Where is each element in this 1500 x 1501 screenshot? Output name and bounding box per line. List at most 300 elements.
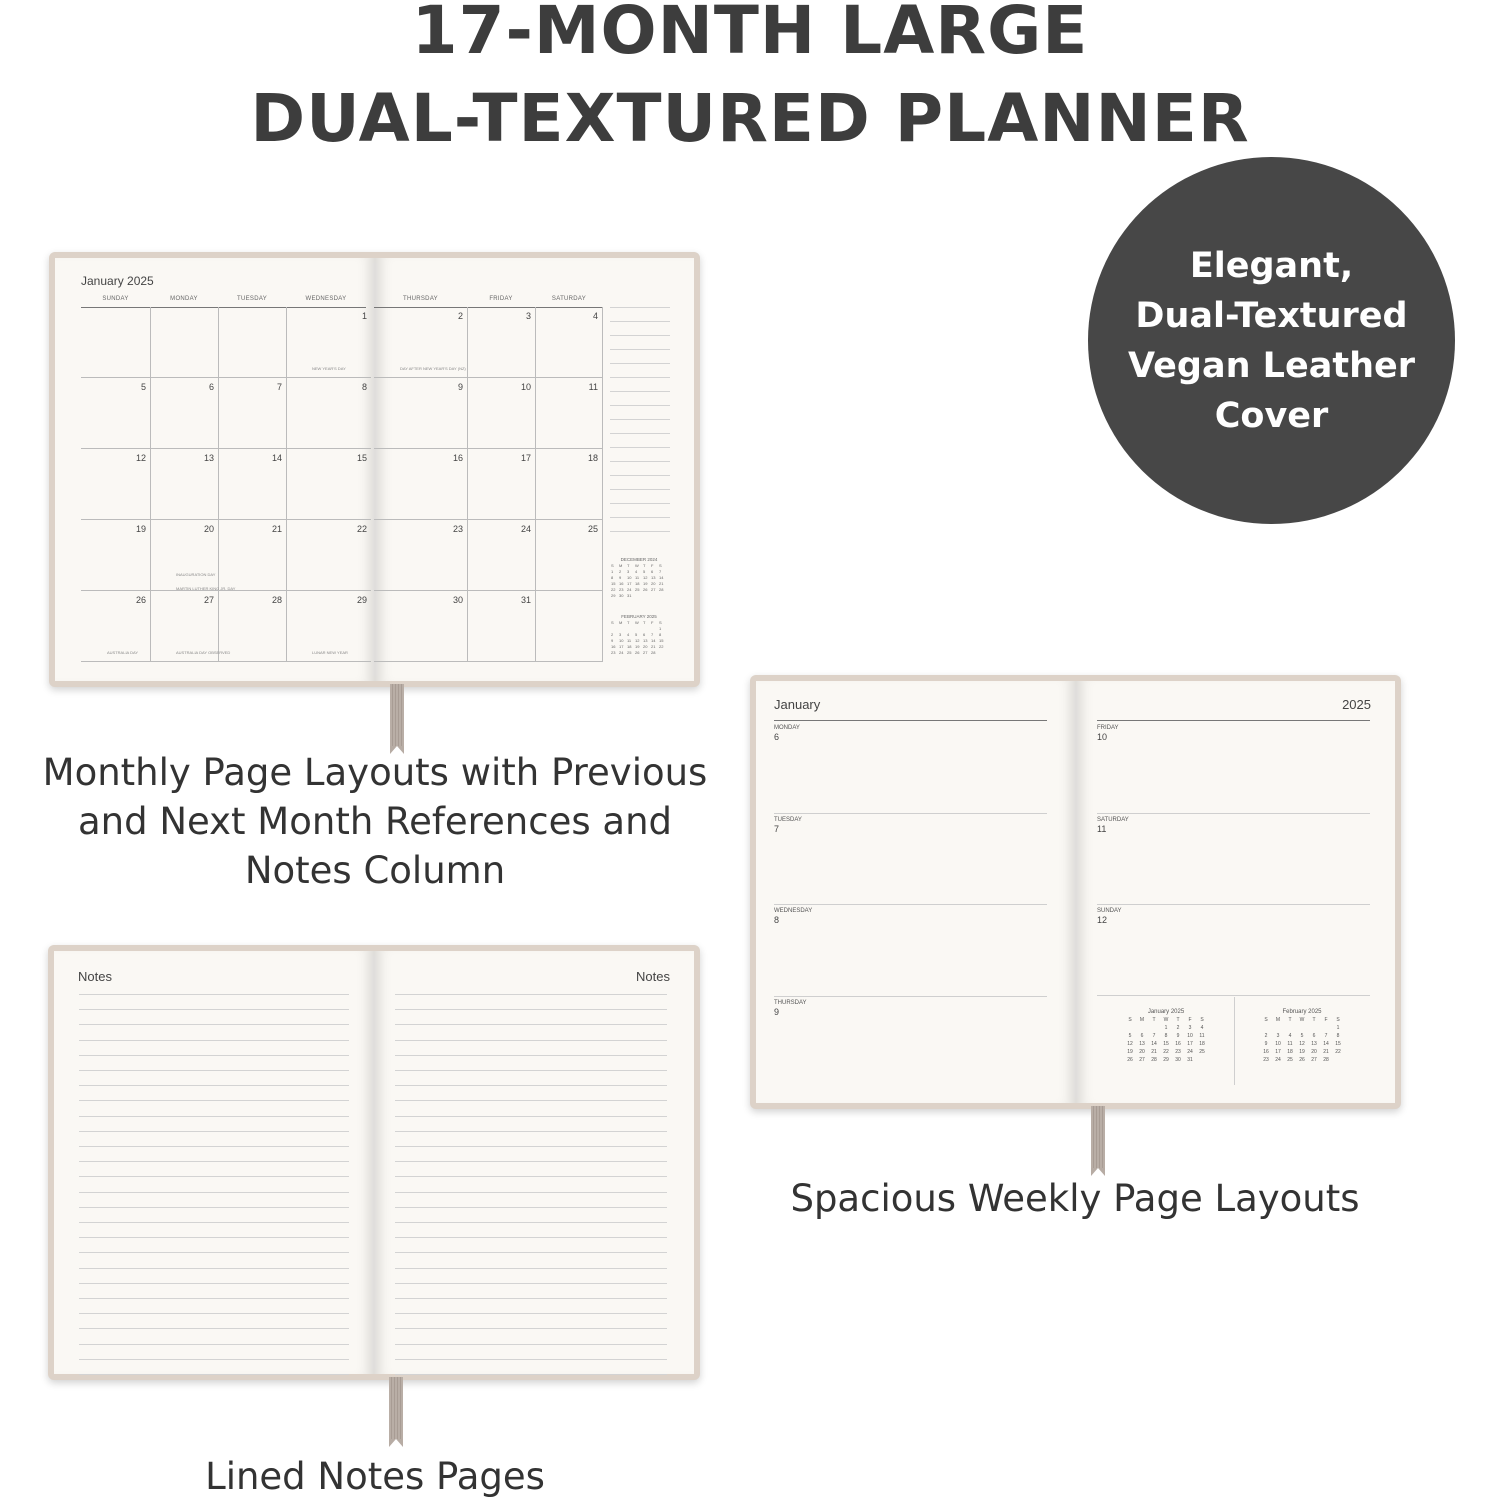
notes-line — [395, 1252, 667, 1253]
day-name: FRIDAY — [1097, 725, 1119, 731]
mini-calendar-day: 11 — [1287, 1041, 1293, 1047]
mini-calendar-day: 18 — [627, 644, 632, 649]
day-date: 9 — [774, 1006, 780, 1017]
mini-calendar-day: 12 — [635, 638, 640, 643]
mini-calendar-day: 10 — [1187, 1033, 1193, 1039]
mini-calendar-day: 21 — [1151, 1049, 1157, 1055]
mini-calendar-day: 12 — [1127, 1041, 1133, 1047]
mini-calendar-title: FEBRUARY 2025 — [621, 614, 657, 619]
mini-calendar-day: 8 — [1164, 1033, 1168, 1039]
notes-column-line — [610, 391, 670, 392]
notes-line — [395, 1283, 667, 1284]
day-number: 13 — [203, 453, 214, 463]
mini-calendar-dow: F — [1188, 1017, 1192, 1023]
day-number: 4 — [592, 311, 598, 321]
day-number: 1 — [361, 311, 367, 321]
notes-column-line — [610, 489, 670, 490]
day-number: 14 — [271, 453, 282, 463]
mini-calendar-dow: F — [1324, 1017, 1328, 1023]
notes-line — [395, 1116, 667, 1117]
mini-calendar-day: 21 — [1323, 1049, 1329, 1055]
day-cell — [535, 378, 603, 449]
notes-column-line — [610, 503, 670, 504]
mini-calendar-dow: T — [1176, 1017, 1180, 1023]
mini-calendar-day: 14 — [651, 638, 656, 643]
mini-calendar-day: 22 — [1335, 1049, 1341, 1055]
mini-calendar-day: 3 — [1276, 1033, 1280, 1039]
mini-calendar-day: 5 — [1300, 1033, 1304, 1039]
mini-calendar-day: 16 — [1175, 1041, 1181, 1047]
mini-calendar-day: 13 — [1139, 1041, 1145, 1047]
day-cell — [535, 307, 603, 378]
notes-column-line — [610, 349, 670, 350]
mini-calendar-dow: S — [659, 563, 662, 568]
mini-calendar-dow: S — [1200, 1017, 1204, 1023]
notes-line — [395, 1268, 667, 1269]
holiday-note: AUSTRALIA DAY — [107, 650, 139, 655]
mini-calendar-day: 29 — [1163, 1057, 1169, 1063]
notes-column-line — [610, 475, 670, 476]
notes-column-line — [610, 321, 670, 322]
day-cell — [150, 520, 218, 591]
notes-column-line — [610, 307, 670, 308]
day-cell — [467, 520, 535, 591]
mini-calendar-dow: T — [627, 563, 630, 568]
mini-calendar-day: 5 — [635, 632, 638, 637]
mini-calendar-day: 14 — [1151, 1041, 1157, 1047]
day-divider — [1097, 904, 1370, 905]
mini-calendar-day: 20 — [1139, 1049, 1145, 1055]
notes-line — [79, 1116, 349, 1117]
mini-calendar-day: 3 — [1188, 1025, 1192, 1031]
weekday-header: WEDNESDAY — [305, 296, 347, 302]
mini-calendar-dow: S — [611, 620, 614, 625]
mini-calendar-day: 17 — [1275, 1049, 1281, 1055]
day-cell — [535, 449, 603, 520]
day-cell — [218, 378, 286, 449]
day-divider — [774, 813, 1047, 814]
weekday-header: TUESDAY — [237, 296, 267, 302]
mini-calendar-day: 22 — [659, 644, 664, 649]
notes-line — [79, 1009, 349, 1010]
day-cell — [81, 378, 150, 449]
day-cell — [467, 307, 535, 378]
next-month-calendar — [611, 614, 667, 656]
day-date: 11 — [1097, 823, 1107, 834]
day-cell — [218, 520, 286, 591]
mini-calendar-day: 26 — [1127, 1057, 1133, 1063]
mini-calendar-day: 26 — [1299, 1057, 1305, 1063]
mini-calendar-day: 23 — [619, 587, 624, 592]
mini-calendar-february — [1260, 1008, 1344, 1064]
mini-calendar-day: 4 — [627, 632, 630, 637]
mini-calendar-grid — [1124, 1016, 1208, 1064]
mini-calendar-dow: F — [651, 620, 654, 625]
mini-calendar-day: 4 — [1288, 1033, 1292, 1039]
day-number: 22 — [356, 524, 367, 534]
mini-calendar-day: 15 — [659, 638, 664, 643]
notes-column-line — [610, 517, 670, 518]
mini-calendar-day: 22 — [611, 587, 616, 592]
mini-calendar-blank — [1284, 1024, 1296, 1032]
mini-calendar-dow: T — [1152, 1017, 1156, 1023]
day-number: 26 — [135, 595, 146, 605]
mini-calendar-day: 20 — [643, 644, 648, 649]
mini-calendar-dow: T — [1312, 1017, 1316, 1023]
day-cell — [150, 449, 218, 520]
notes-line — [395, 1298, 667, 1299]
notes-line — [395, 1100, 667, 1101]
day-cell — [467, 378, 535, 449]
week-header-rule — [1097, 720, 1370, 721]
mini-calendar-day: 25 — [627, 650, 632, 655]
day-cell — [535, 520, 603, 591]
mini-calendar-day: 16 — [611, 644, 616, 649]
day-number: 23 — [452, 524, 463, 534]
mini-calendar-day: 9 — [1264, 1041, 1268, 1047]
day-cell — [150, 378, 218, 449]
weekday-header: SUNDAY — [102, 296, 129, 302]
day-number: 12 — [135, 453, 146, 463]
day-number: 16 — [452, 453, 463, 463]
mini-calendar-day: 16 — [619, 581, 624, 586]
notes-line — [79, 1374, 349, 1375]
mini-calendar-blank — [1308, 1024, 1320, 1032]
notes-line — [79, 1207, 349, 1208]
mini-calendar-title: January 2025 — [1147, 1009, 1185, 1015]
mini-calendar-day: 23 — [1175, 1049, 1181, 1055]
notes-column-line — [610, 531, 670, 532]
mini-calendar-day: 24 — [627, 587, 632, 592]
weekday-header: FRIDAY — [489, 296, 513, 302]
weekly-left-page — [756, 681, 1076, 1103]
mini-calendar-day: 27 — [1311, 1057, 1317, 1063]
mini-calendar-title: DECEMBER 2024 — [620, 557, 658, 562]
day-number: 2 — [457, 311, 463, 321]
notes-line — [79, 1085, 349, 1086]
notes-column-line — [610, 461, 670, 462]
mini-calendar-day: 2 — [611, 632, 614, 637]
weekly-planner-image — [750, 675, 1401, 1109]
notes-line — [79, 1040, 349, 1041]
mini-calendar-day: 31 — [627, 593, 632, 598]
mini-calendar-day: 7 — [651, 632, 654, 637]
mini-calendar-day: 9 — [619, 575, 622, 580]
mini-calendar-dow: M — [619, 620, 623, 625]
mini-calendar-day: 11 — [635, 575, 640, 580]
mini-calendar-day: 26 — [635, 650, 640, 655]
day-divider — [1097, 995, 1370, 996]
mini-calendar-day: 7 — [1324, 1033, 1328, 1039]
mini-calendar-day: 6 — [1140, 1033, 1144, 1039]
mini-calendar-day: 18 — [1287, 1049, 1293, 1055]
day-number: 8 — [361, 382, 367, 392]
mini-calendar-day: 25 — [1287, 1057, 1293, 1063]
mini-calendar-day: 23 — [1263, 1057, 1269, 1063]
day-number: 6 — [208, 382, 214, 392]
mini-calendar-day: 12 — [1299, 1041, 1305, 1047]
notes-line — [79, 1222, 349, 1223]
mini-calendar-day: 19 — [1299, 1049, 1305, 1055]
mini-calendar-day: 2 — [619, 569, 622, 574]
mini-calendar-day: 25 — [635, 587, 640, 592]
day-name: SUNDAY — [1097, 908, 1122, 914]
mini-calendar-title: February 2025 — [1282, 1009, 1322, 1015]
notes-line — [395, 1237, 667, 1238]
mini-calendar-day: 2 — [1176, 1025, 1180, 1031]
feature-badge — [1088, 157, 1455, 524]
notes-line — [395, 1374, 667, 1375]
notes-line — [79, 1359, 349, 1360]
month-title: January 2025 — [81, 274, 154, 288]
notes-line — [395, 1192, 667, 1193]
mini-calendar-day: 19 — [635, 644, 640, 649]
notes-line — [395, 1344, 667, 1345]
mini-calendar-day: 30 — [619, 593, 624, 598]
day-number: 18 — [587, 453, 598, 463]
day-number: 29 — [356, 595, 367, 605]
day-number: 20 — [203, 524, 214, 534]
notes-line — [79, 1146, 349, 1147]
caption-notes: Lined Notes Pages — [205, 1455, 545, 1498]
mini-calendar-blank — [1260, 1024, 1272, 1032]
mini-calendar-day: 23 — [611, 650, 616, 655]
day-number: 9 — [457, 382, 463, 392]
notes-line — [395, 1207, 667, 1208]
mini-calendar-day: 28 — [1151, 1057, 1157, 1063]
mini-calendar-day: 13 — [643, 638, 648, 643]
mini-calendar-day: 27 — [1139, 1057, 1145, 1063]
day-number: 24 — [520, 524, 531, 534]
mini-calendar-day: 9 — [611, 638, 614, 643]
mini-calendar-day: 7 — [1152, 1033, 1156, 1039]
notes-line — [395, 1055, 667, 1056]
mini-calendar-day: 28 — [659, 587, 664, 592]
day-cell — [81, 520, 150, 591]
notes-right-label: Notes — [636, 969, 670, 984]
mini-calendar-grid — [1260, 1016, 1344, 1064]
day-number: 7 — [276, 382, 282, 392]
day-number: 25 — [587, 524, 598, 534]
day-date: 8 — [774, 915, 780, 925]
mini-calendar-divider — [1234, 997, 1235, 1085]
bookmark-ribbon — [389, 1377, 403, 1439]
title-line-1: 17-MONTH LARGE — [411, 0, 1089, 69]
mini-calendar-day: 3 — [619, 632, 622, 637]
mini-calendar-dow: W — [635, 620, 639, 625]
notes-column-line — [610, 405, 670, 406]
notes-line — [79, 994, 349, 995]
notes-line — [395, 1176, 667, 1177]
day-cell — [150, 307, 218, 378]
notes-left-page — [54, 951, 374, 1374]
notes-line — [79, 1328, 349, 1329]
notes-right-page — [374, 951, 694, 1374]
day-cell — [467, 591, 535, 662]
mini-calendar-day: 15 — [1335, 1041, 1341, 1047]
bookmark-ribbon — [1091, 1106, 1105, 1168]
day-cell — [81, 449, 150, 520]
mini-calendar-grid — [611, 620, 667, 656]
mini-calendar-day: 7 — [659, 569, 662, 574]
mini-calendar-blank — [1124, 1024, 1136, 1032]
day-cell — [374, 520, 467, 591]
day-number: 17 — [520, 453, 531, 463]
mini-calendar-day: 14 — [1323, 1041, 1329, 1047]
mini-calendar-day: 28 — [651, 650, 656, 655]
notes-left-label: Notes — [78, 969, 112, 984]
mini-calendar-day: 18 — [1199, 1041, 1205, 1047]
notes-line — [395, 1085, 667, 1086]
mini-calendar-day: 10 — [619, 638, 624, 643]
day-number: 21 — [271, 524, 282, 534]
mini-calendar-day: 5 — [643, 569, 646, 574]
day-number: 5 — [140, 382, 146, 392]
day-name: THURSDAY — [774, 999, 807, 1006]
notes-planner-image — [48, 945, 700, 1380]
mini-calendar-day: 22 — [1163, 1049, 1169, 1055]
day-number: 15 — [356, 453, 367, 463]
mini-calendar-dow: S — [1264, 1017, 1268, 1023]
notes-line — [79, 1024, 349, 1025]
notes-line — [395, 1222, 667, 1223]
day-cell — [374, 591, 467, 662]
notes-line — [395, 1146, 667, 1147]
mini-calendar-dow: M — [1275, 1017, 1281, 1023]
mini-calendar-day: 26 — [643, 587, 648, 592]
weekday-header: MONDAY — [170, 296, 198, 302]
mini-calendar-day: 13 — [651, 575, 656, 580]
mini-calendar-day: 29 — [611, 593, 616, 598]
mini-calendar-day: 8 — [611, 575, 614, 580]
mini-calendar-day: 10 — [627, 575, 632, 580]
mini-calendar-dow: T — [643, 563, 646, 568]
day-number: 27 — [203, 595, 214, 605]
mini-calendar-day: 20 — [651, 581, 656, 586]
mini-calendar-dow: F — [651, 563, 654, 568]
notes-line — [79, 1070, 349, 1071]
mini-calendar-day: 14 — [659, 575, 664, 580]
notes-column-line — [610, 377, 670, 378]
mini-calendar-day: 9 — [1176, 1033, 1180, 1039]
mini-calendar-day: 27 — [651, 587, 656, 592]
notes-line — [79, 1313, 349, 1314]
mini-calendar-dow: T — [1288, 1017, 1292, 1023]
day-cell — [467, 449, 535, 520]
holiday-note: AUSTRALIA DAY OBSERVED — [176, 650, 231, 655]
mini-calendar-day: 13 — [1311, 1041, 1317, 1047]
weekday-header: SATURDAY — [551, 296, 587, 302]
mini-calendar-day: 4 — [1200, 1025, 1204, 1031]
notes-line — [395, 1359, 667, 1360]
day-date: 12 — [1097, 915, 1108, 925]
mini-calendar-dow: W — [1299, 1017, 1305, 1023]
mini-calendar-day: 24 — [619, 650, 624, 655]
holiday-note: LUNAR NEW YEAR — [312, 650, 348, 655]
day-cell — [286, 378, 371, 449]
mini-calendar-day: 4 — [635, 569, 638, 574]
notes-line — [395, 1313, 667, 1314]
day-name: SATURDAY — [1097, 816, 1129, 823]
notes-line — [395, 1024, 667, 1025]
mini-calendar-day: 31 — [1187, 1057, 1193, 1063]
notes-line — [79, 1131, 349, 1132]
notes-column-line — [610, 363, 670, 364]
mini-calendar-dow: S — [1336, 1017, 1340, 1023]
mini-calendar-day: 15 — [1163, 1041, 1169, 1047]
notes-line — [79, 1192, 349, 1193]
notes-column-line — [610, 447, 670, 448]
day-cell — [535, 591, 603, 662]
mini-calendar-dow: S — [611, 563, 614, 568]
day-cell — [374, 378, 467, 449]
notes-line — [395, 994, 667, 995]
day-divider — [1097, 813, 1370, 814]
bookmark-ribbon — [390, 684, 404, 746]
mini-calendar-day: 12 — [643, 575, 648, 580]
day-number: 10 — [520, 382, 531, 392]
week-year: 2025 — [1342, 697, 1371, 712]
prev-month-calendar — [611, 557, 667, 599]
mini-calendar-day: 1 — [611, 569, 614, 574]
holiday-note: MARTIN LUTHER KING JR. DAY — [176, 586, 236, 591]
notes-line — [79, 1344, 349, 1345]
mini-calendar-day: 10 — [1275, 1041, 1281, 1047]
mini-calendar-blank — [1272, 1024, 1284, 1032]
day-cell — [218, 449, 286, 520]
notes-line — [79, 1161, 349, 1162]
mini-calendar-dow: M — [1139, 1017, 1145, 1023]
day-name: TUESDAY — [774, 816, 802, 823]
mini-calendar-day: 30 — [1175, 1057, 1181, 1063]
caption-monthly: Monthly Page Layouts with Previous and Next Month References and Notes Column — [42, 751, 708, 892]
holiday-note: INAUGURATION DAY — [176, 572, 216, 577]
mini-calendar-blank — [1320, 1024, 1332, 1032]
day-divider — [774, 996, 1047, 997]
day-number: 19 — [135, 524, 146, 534]
day-date: 7 — [774, 823, 780, 834]
mini-calendar-day: 3 — [627, 569, 630, 574]
day-number: 11 — [588, 382, 598, 392]
mini-calendar-day: 11 — [627, 638, 632, 643]
notes-line — [395, 1070, 667, 1071]
mini-calendar-blank — [1136, 1024, 1148, 1032]
mini-calendar-dow: S — [1128, 1017, 1132, 1023]
mini-calendar-dow: T — [627, 620, 630, 625]
notes-line — [79, 1055, 349, 1056]
mini-calendar-day: 6 — [643, 632, 646, 637]
day-cell — [81, 307, 150, 378]
day-name: WEDNESDAY — [774, 908, 813, 914]
mini-calendar-day: 17 — [627, 581, 632, 586]
mini-calendar-dow: W — [635, 563, 639, 568]
notes-line — [395, 1131, 667, 1132]
mini-calendar-day: 1 — [1336, 1025, 1340, 1031]
mini-calendar-dow: S — [659, 620, 662, 625]
day-number: 3 — [525, 311, 531, 321]
caption-weekly: Spacious Weekly Page Layouts — [790, 1177, 1360, 1220]
mini-calendar-day: 1 — [659, 626, 662, 631]
mini-calendar-day: 6 — [1312, 1033, 1316, 1039]
day-date: 6 — [774, 732, 780, 742]
badge-text: Elegant, Dual-Textured Vegan Leather Cover — [1128, 245, 1415, 436]
holiday-note: DAY AFTER NEW YEAR'S DAY (NZ) — [400, 366, 466, 371]
mini-calendar-blank — [1296, 1024, 1308, 1032]
week-header-rule — [774, 720, 1047, 721]
notes-line — [79, 1237, 349, 1238]
mini-calendar-day: 16 — [1263, 1049, 1269, 1055]
mini-calendar-blank — [1148, 1024, 1160, 1032]
